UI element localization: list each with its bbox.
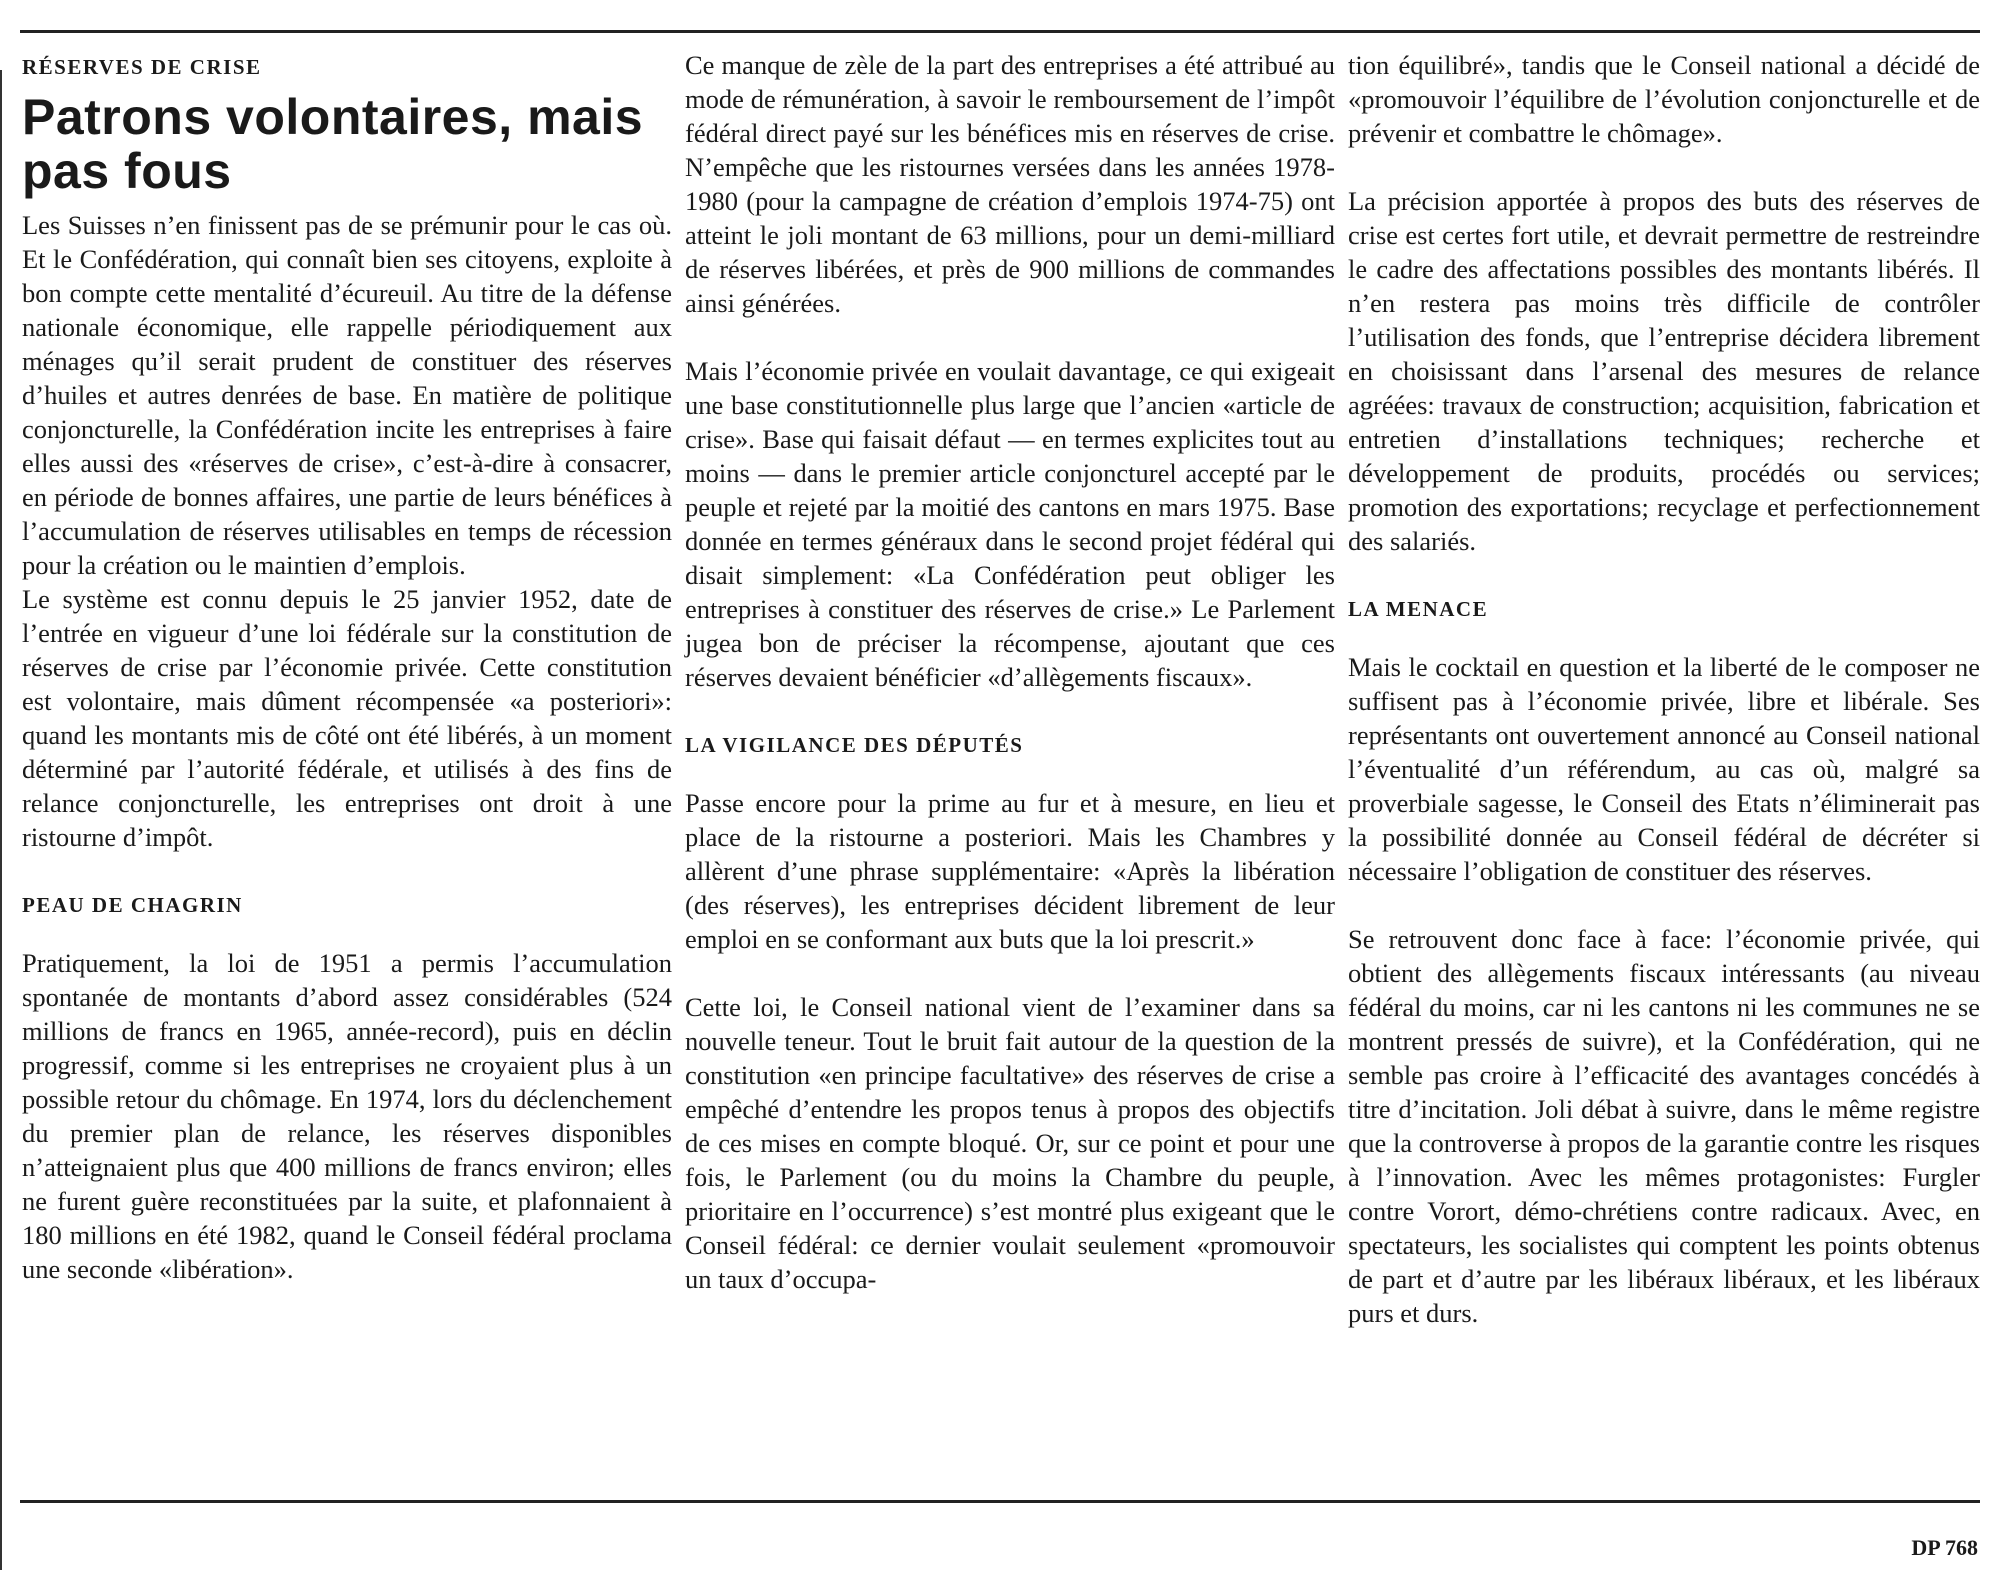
section-heading: LA MENACE — [1348, 597, 1489, 621]
article-kicker: RÉSERVES DE CRISE — [22, 55, 262, 79]
paragraph: Mais l’économie privée en voulait davantage, ce qui exigeait une base constitutionnelle plus large que l’ancien «article de crise». Base qui faisait défaut — en termes explicites tout au moins — dans le premier article conjoncturel accepté par le peuple et rejeté par la moitié des cantons en mars 1975. Base donnée en termes généraux dans le second projet fédéral qui disait simplement: «La Confédération peut obliger les entreprises à constituer des réserves de crise.» Le Parlement jugea bon de préciser la récompense, ajoutant que ces réserves devaient bénéficier «d’allègements fiscaux». — [685, 356, 1335, 692]
section-heading: LA VIGILANCE DES DÉPUTÉS — [685, 733, 1024, 757]
page-edge-line — [0, 70, 2, 1570]
column-3 — [1348, 48, 1980, 1330]
paragraph: tion équilibré», tandis que le Conseil national a décidé de «promouvoir l’équilibre de l’évolution conjoncturelle et de prévenir et combattre le chômage». — [1348, 50, 1980, 148]
paragraph: Mais le cocktail en question et la liberté de le composer ne suffisent pas à l’économie privée, libre et libérale. Ses représentants ont ouvertement annoncé au Conseil national l’éventualité d’un référendum, au cas où, malgré sa proverbiale sagesse, le Conseil des Etats n’éliminerait pas la possibilité donnée au Conseil fédéral de décréter si nécessaire l’obligation de constituer des réserves. — [1348, 652, 1980, 886]
paragraph: Ce manque de zèle de la part des entreprises a été attribué au mode de rémunération, à savoir le remboursement de l’impôt fédéral direct payé sur les bénéfices mis en réserves de crise. N’empêche que les ristournes versées dans les années 1978-1980 (pour la campagne de création d’emplois 1974-75) ont atteint le joli montant de 63 millions, pour un demi-milliard de réserves libérées, et près de 900 millions de commandes ainsi générées. — [685, 50, 1335, 318]
paragraph: La précision apportée à propos des buts des réserves de crise est certes fort utile, et devrait permettre de restreindre le cadre des affectations possibles des montants libérés. Il n’en restera pas moins très difficile de contrôler l’utilisation des fonds, que l’entreprise décidera librement en choisissant dans l’arsenal des mesures de relance agréées: travaux de construction; acquisition, fabrication et entretien d’installations techniques; recherche et développement de produits, procédés ou services; promotion des exportations; recyclage et perfectionnement des salariés. — [1348, 186, 1980, 556]
paragraph: Cette loi, le Conseil national vient de l’examiner dans sa nouvelle teneur. Tout le bruit fait autour de la question de la constitution «en principe facultative» des réserves de crise a empêché d’entendre les propos tenus à propos des objectifs de ces mises en compte bloqué. Or, sur ce point et pour une fois, le Parlement (ou du moins la Chambre du peuple, prioritaire en l’occurrence) s’est montré plus exigeant que le Conseil fédéral: ce dernier voulait seulement «promouvoir un taux d’occupa- — [685, 992, 1335, 1294]
column-1 — [22, 48, 672, 1286]
paragraph: Pratiquement, la loi de 1951 a permis l’accumulation spontanée de montants d’abord assez considérables (524 millions de francs en 1965, année-record), puis en déclin progressif, comme si les entreprises ne croyaient plus à un possible retour du chômage. En 1974, lors du déclenchement du premier plan de relance, les réserves disponibles n’atteignaient plus que 400 millions de francs environ; elles ne furent guère reconstituées par la suite, et plafonnaient à 180 millions en été 1982, quand le Conseil fédéral proclama une seconde «libération». — [22, 948, 672, 1284]
paragraph: Le système est connu depuis le 25 janvier 1952, date de l’entrée en vigueur d’une loi fédérale sur la constitution de réserves de crise par l’économie privée. Cette constitution est volontaire, mais dûment récompensée «a posteriori»: quand les montants mis de côté ont été libérés, à un moment déterminé par l’autorité fédérale, et utilisés à des fins de relance conjoncturelle, les entreprises ont droit à une ristourne d’impôt. — [22, 584, 672, 852]
bottom-rule — [20, 1500, 1980, 1503]
paragraph: Passe encore pour la prime au fur et à mesure, en lieu et place de la ristourne a posteriori. Mais les Chambres y allèrent d’une phrase supplémentaire: «Après la libération (des réserves), les entreprises décident librement de leur emploi en se conformant aux buts que la loi prescrit.» — [685, 788, 1335, 954]
article-title: Patrons volontaires, mais pas fous — [22, 89, 644, 199]
section-heading: PEAU DE CHAGRIN — [22, 893, 243, 917]
column-2 — [685, 48, 1335, 1296]
top-rule — [20, 30, 1980, 33]
paragraph: Les Suisses n’en finissent pas de se prémunir pour le cas où. Et le Confédération, qui connaît bien ses citoyens, exploite à bon compte cette mentalité d’écureuil. Au titre de la défense nationale économique, elle rappelle périodiquement aux ménages qu’il serait prudent de constituer des réserves d’huiles et autres denrées de base. En matière de politique conjoncturelle, la Confédération incite les entreprises à faire elles aussi des «réserves de crise», c’est-à-dire à consacrer, en période de bonnes affaires, une partie de leurs bénéfices à l’accumulation de réserves utilisables en temps de récession pour la création ou le maintien d’emplois. — [22, 210, 672, 580]
paragraph: Se retrouvent donc face à face: l’économie privée, qui obtient des allègements fiscaux intéressants (au niveau fédéral du moins, car ni les cantons ni les communes ne se montrent pressés de suivre), et la Confédération, qui ne semble pas croire à l’efficacité des avantages concédés à titre d’incitation. Joli débat à suivre, dans le même registre que la controverse à propos de la garantie contre les risques à l’innovation. Avec les mêmes protagonistes: Furgler contre Vorort, démo-chrétiens contre radicaux. Avec, en spectateurs, les socialistes qui comptent les points obtenus de part et d’autre par les libéraux libéraux, et les libéraux purs et durs. — [1348, 924, 1980, 1328]
page-folio: DP 768 — [1911, 1535, 1978, 1560]
